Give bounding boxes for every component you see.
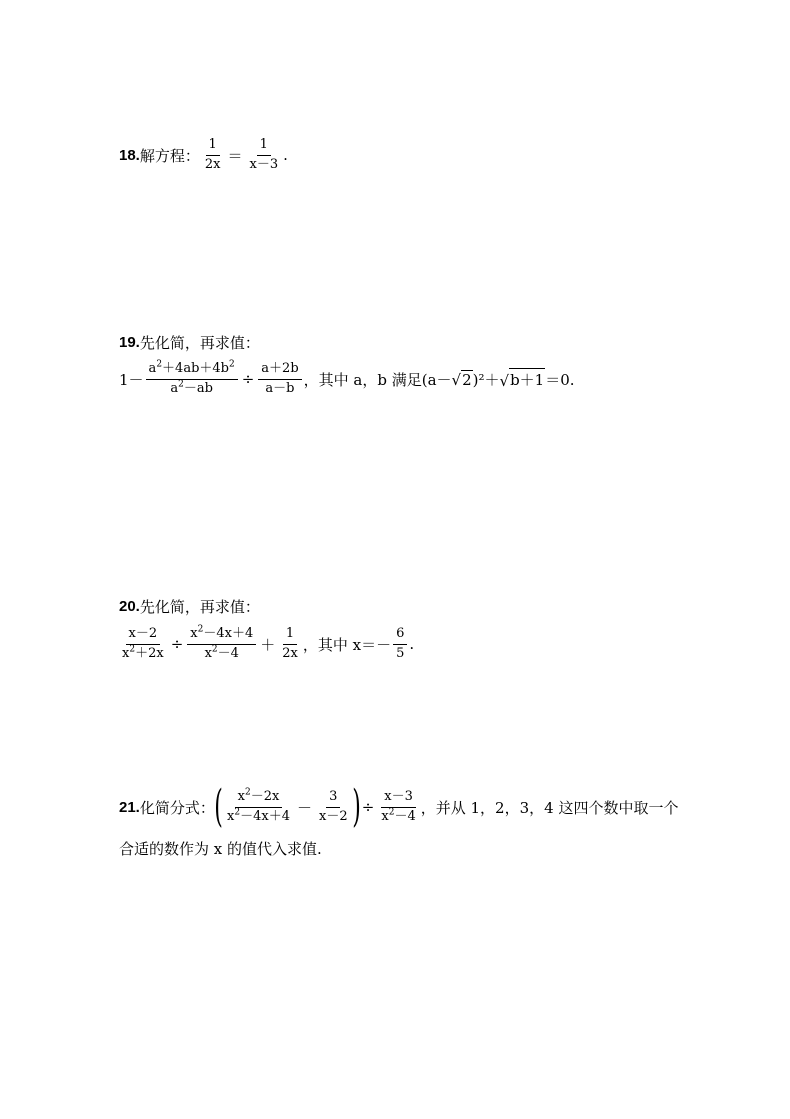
condition-text: ＝0. [545,370,575,389]
condition-text: )²＋ [472,370,500,389]
fraction [378,790,418,825]
term: x [227,808,235,824]
term: －4x＋4 [240,808,290,824]
question-21 [119,781,679,832]
question-number: 21. [119,798,140,816]
question-number: 18. [119,146,140,164]
question-number: 20. [119,598,140,615]
numerator: 6 [393,627,407,645]
denominator: $a^2-ab$ [170,379,213,396]
question-number: 19. [119,334,140,351]
term: －4 [394,808,416,824]
denominator: x－3 [249,156,279,172]
square-root: √ b＋1 [500,368,546,390]
fraction [247,138,282,173]
numerator: 3 [326,790,340,808]
numerator: $x^2-2x$ [235,790,283,808]
question-text: 化简分式： [139,798,215,817]
question-18 [119,138,288,173]
denominator: a－b [265,380,295,396]
numerator: 1 [206,138,220,156]
term: x [190,626,198,641]
fraction [119,627,167,662]
radicand: b＋1 [509,368,545,390]
left-paren: ( [214,781,223,832]
fraction [202,138,224,173]
fraction [279,627,301,662]
right-paren: ) [351,781,361,832]
denominator: $x^2-4$ [381,807,416,824]
denominator: x－2 [319,808,348,824]
fraction [146,359,238,397]
question-text: 先化简，再求值： [139,598,260,616]
term: x [204,645,212,661]
divide-sign: ÷ [361,798,375,816]
term: －4x＋4 [203,626,254,641]
instruction-text: ，并从 1，2，3，4 这四个数中取一个 [420,798,679,817]
question-text: 解方程： [139,146,200,165]
fraction [187,624,256,662]
term: a [170,380,179,396]
instruction-text: 合适的数作为 x 的值代入求值. [119,840,322,858]
fraction [393,627,407,662]
numerator: $x^2-4x+4$ [187,627,256,645]
term: x [122,645,130,661]
plus-sign: ＋ [260,635,276,654]
divide-sign: ÷ [241,370,255,389]
square-root: √ 2 [451,370,472,389]
denominator: 2x [204,156,221,172]
numerator: 1 [257,138,271,156]
question-20-header [119,596,260,617]
fraction [258,362,301,397]
question-19-expression [119,359,575,397]
expression-lead: 1－ [119,370,144,389]
term: ＋4ab＋4b [162,361,229,376]
term: a [148,361,157,376]
denominator: $x^2-4$ [204,644,239,661]
denominator: 2x [282,645,298,661]
period: . [409,635,415,654]
equals-sign: ＝ [227,146,243,165]
condition-text: ，其中 x＝－ [302,635,392,654]
radicand: 2 [462,370,472,389]
term: －ab [183,380,213,396]
question-20-expression [119,624,415,662]
fraction [316,790,351,825]
term: x [237,788,246,804]
numerator: x－2 [126,627,161,645]
denominator: $x^2-4x+4$ [227,807,290,824]
denominator: $x^2+2x$ [122,644,164,661]
minus-sign: － [297,798,313,817]
numerator: $a^2+4ab+4b^2$ [146,362,238,380]
condition-text: ，其中 a，b 满足(a－ [303,370,452,389]
term: x [381,808,389,824]
term: －4 [217,645,239,661]
term: ＋2x [135,645,164,661]
numerator: a＋2b [258,362,301,380]
term: －2x [250,788,280,804]
fraction [224,787,293,825]
question-19-header [119,332,260,353]
denominator: 5 [396,645,405,661]
divide-sign: ÷ [170,635,184,654]
question-21-line2 [119,838,322,859]
numerator: 1 [283,627,297,645]
period: . [283,146,288,165]
numerator: x－3 [381,790,416,808]
question-text: 先化简，再求值： [139,334,260,352]
